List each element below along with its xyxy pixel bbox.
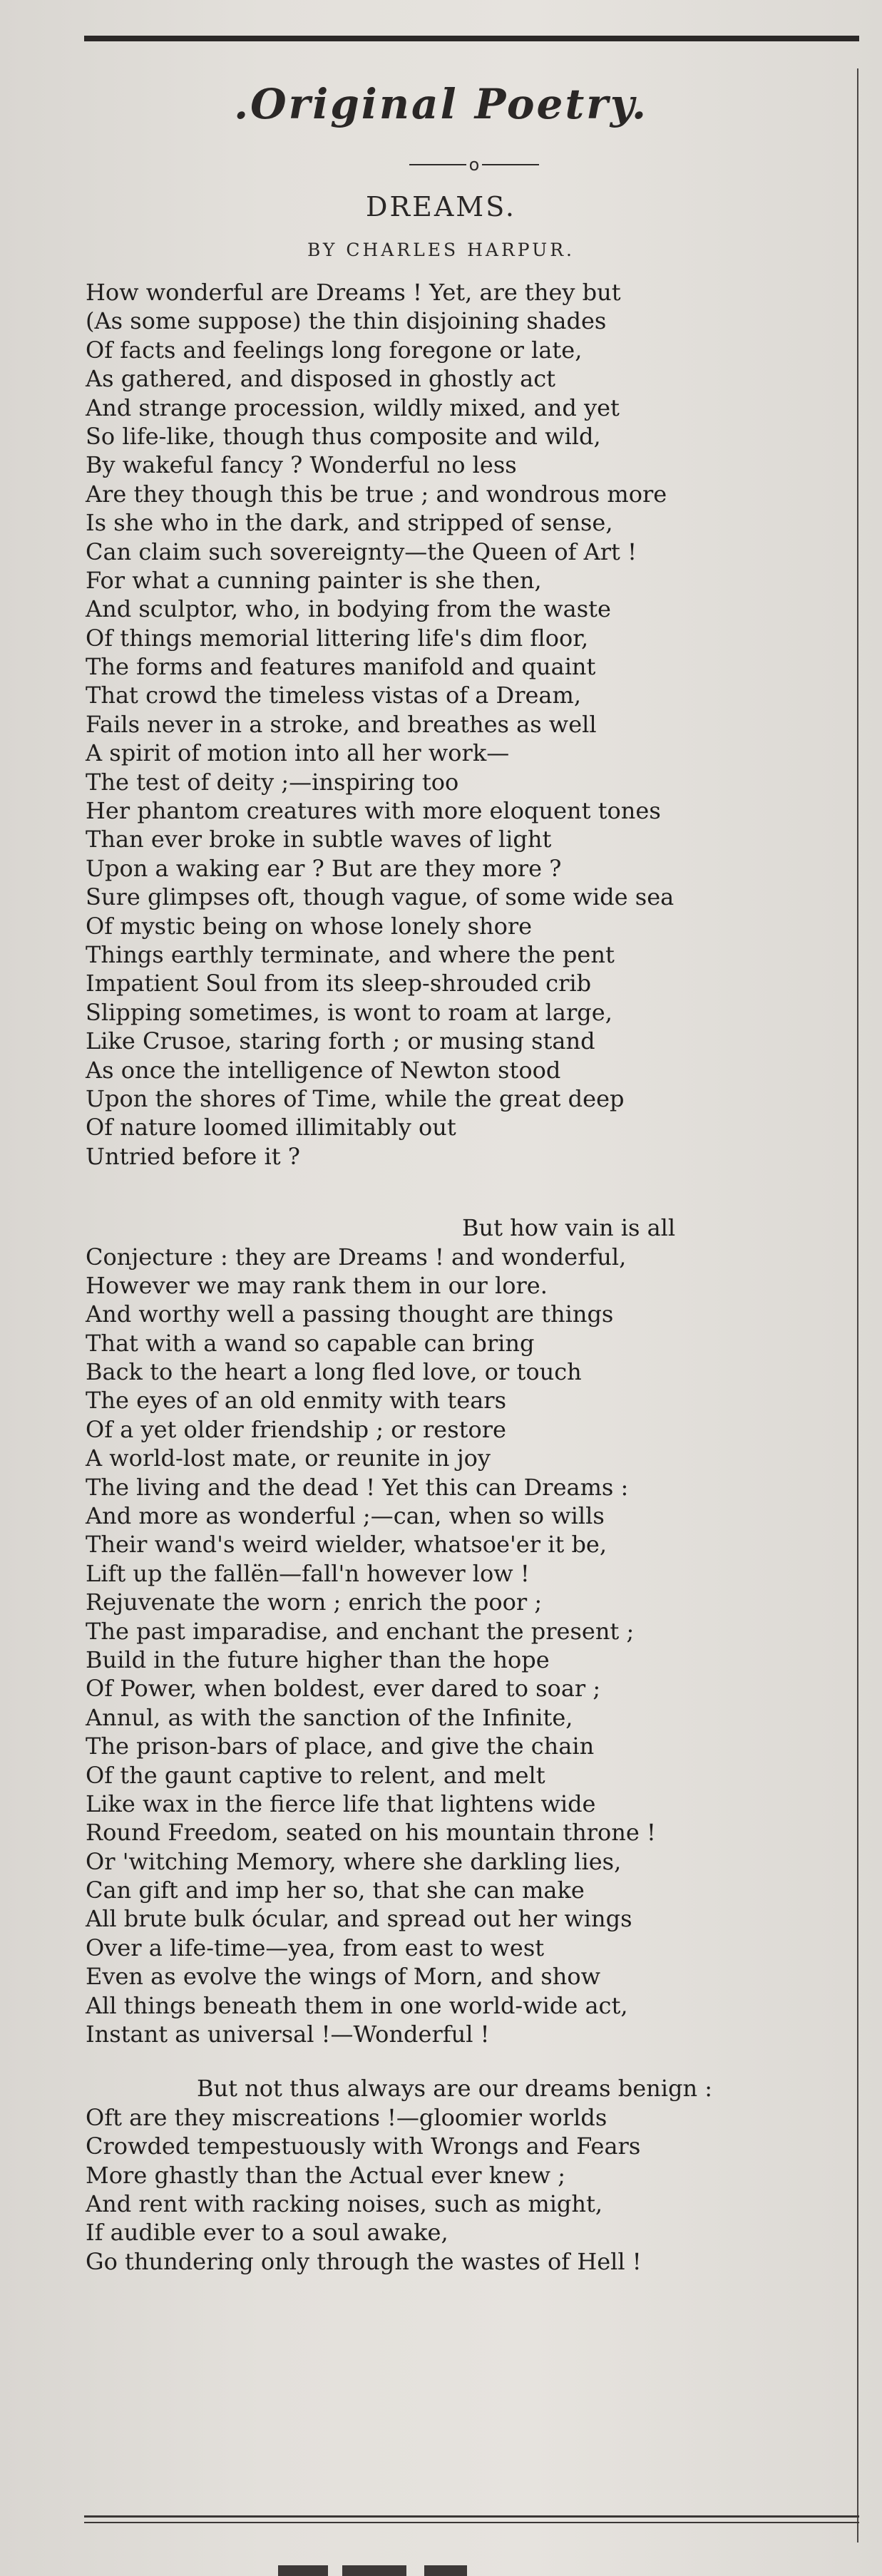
poem-title: DREAMS. bbox=[366, 191, 516, 222]
poem-line: Her phantom creatures with more eloquent tones bbox=[86, 797, 661, 825]
poem-line: More ghastly than the Actual ever knew ; bbox=[86, 2161, 565, 2189]
poem-line: (As some suppose) the thin disjoining shades bbox=[86, 307, 607, 335]
poem-line: Fails never in a stroke, and breathes as well bbox=[86, 710, 597, 738]
poem-line: Things earthly terminate, and where the pent bbox=[86, 940, 615, 968]
title-ornament bbox=[399, 154, 549, 175]
poem-line: Can gift and imp her so, that she can make bbox=[86, 1877, 585, 1904]
poem-line: Like Crusoe, staring forth ; or musing stand bbox=[86, 1027, 595, 1055]
poem-line: Of the gaunt captive to relent, and melt bbox=[86, 1761, 545, 1789]
poem-line: Impatient Soul from its sleep-shrouded crib bbox=[86, 970, 592, 997]
poem-line: Of nature loomed illimitably out bbox=[86, 1114, 456, 1141]
section-title: .Original Poetry. bbox=[233, 80, 649, 128]
poem-line: That with a wand so capable can bring bbox=[86, 1329, 535, 1357]
poem-stanza bbox=[86, 2074, 859, 2276]
poem-line: Crowded tempestuously with Wrongs and Fears bbox=[86, 2133, 641, 2160]
poem-line: Rejuvenate the worn ; enrich the poor ; bbox=[86, 1589, 543, 1616]
poem-line: And sculptor, who, in bodying from the waste bbox=[86, 595, 611, 623]
poem-line: Build in the future higher than the hope bbox=[86, 1646, 550, 1673]
poem-line: A spirit of motion into all her work— bbox=[86, 739, 510, 767]
poem-line: Lift up the fallën—fall'n however low ! bbox=[86, 1559, 530, 1587]
poem-line: All brute bulk ócular, and spread out her wings bbox=[86, 1905, 632, 1933]
poem-line: Of a yet older friendship ; or restore bbox=[86, 1415, 506, 1443]
poem-line: But how vain is all bbox=[462, 1214, 676, 1242]
poem-line: And strange procession, wildly mixed, and yet bbox=[86, 394, 620, 421]
poem-line: Slipping sometimes, is wont to roam at large, bbox=[86, 998, 612, 1026]
poem-line: Go thundering only through the wastes of Hell ! bbox=[86, 2247, 642, 2275]
poem-line: For what a cunning painter is she then, bbox=[86, 566, 542, 594]
poem-line: Sure glimpses oft, though vague, of some wide sea bbox=[86, 883, 675, 911]
poem-line: Of facts and feelings long foregone or late, bbox=[86, 336, 583, 364]
bottom-rule bbox=[84, 2515, 859, 2518]
poem-stanza bbox=[86, 1213, 859, 2048]
poem-line: Annul, as with the sanction of the Infinite, bbox=[86, 1703, 573, 1731]
poem-line: The prison-bars of place, and give the chain bbox=[86, 1733, 595, 1760]
poem-stanza bbox=[86, 278, 859, 1171]
poem-body bbox=[86, 278, 859, 2276]
poem-line: The past imparadise, and enchant the present ; bbox=[86, 1617, 635, 1645]
poem-line: Like wax in the fierce life that lightens wide bbox=[86, 1790, 596, 1817]
poem-line: Are they though this be true ; and wondrous more bbox=[86, 480, 667, 508]
poem-line: Even as evolve the wings of Morn, and show bbox=[86, 1963, 601, 1991]
poem-line: Of things memorial littering life's dim floor, bbox=[86, 624, 589, 652]
poem-line: However we may rank them in our lore. bbox=[86, 1271, 548, 1299]
stanza-gap bbox=[86, 1171, 859, 1213]
poem-line: And worthy well a passing thought are things bbox=[86, 1300, 614, 1328]
ornament-line-left bbox=[409, 164, 466, 165]
poem-line: A world-lost mate, or reunite in joy bbox=[86, 1444, 491, 1472]
poem-line: As gathered, and disposed in ghostly act bbox=[86, 365, 555, 393]
poem-line: The eyes of an old enmity with tears bbox=[86, 1387, 506, 1415]
poem-line: Than ever broke in subtle waves of light bbox=[86, 826, 552, 853]
poem-byline: BY CHARLES HARPUR. bbox=[307, 240, 575, 260]
poem-line: As once the intelligence of Newton stood bbox=[86, 1056, 561, 1084]
ornament-line-right bbox=[482, 164, 539, 165]
bottom-rule-thin bbox=[84, 2522, 859, 2523]
poem-line: Or 'witching Memory, where she darkling lies, bbox=[86, 1847, 622, 1875]
poem-line: So life-like, though thus composite and wild, bbox=[86, 422, 601, 450]
poem-line: Over a life-time—yea, from east to west bbox=[86, 1934, 545, 1961]
poem-line: All things beneath them in one world-wide act, bbox=[86, 1991, 628, 2019]
poem-line: But not thus always are our dreams benign : bbox=[197, 2075, 713, 2103]
cut-off-next-heading bbox=[271, 2560, 627, 2576]
poem-line: And more as wonderful ;—can, when so wills bbox=[86, 1502, 605, 1530]
poem-line: If audible ever to a soul awake, bbox=[86, 2219, 448, 2247]
poem-line: How wonderful are Dreams ! Yet, are they but bbox=[86, 279, 621, 306]
poem-line: Upon the shores of Time, while the great deep bbox=[86, 1084, 625, 1112]
poem-line: Conjecture : they are Dreams ! and wonderful, bbox=[86, 1243, 627, 1271]
poem-line: Untried before it ? bbox=[86, 1142, 300, 1170]
poem-line: Instant as universal !—Wonderful ! bbox=[86, 2021, 490, 2048]
ornament-circle: o bbox=[468, 155, 480, 175]
poem-line: The test of deity ;—inspiring too bbox=[86, 768, 459, 796]
poem-line: That crowd the timeless vistas of a Dream, bbox=[86, 682, 582, 709]
poem-line: Of Power, when boldest, ever dared to soar ; bbox=[86, 1675, 601, 1703]
stanza-gap bbox=[86, 2048, 859, 2074]
poem-line: By wakeful fancy ? Wonderful no less bbox=[86, 451, 517, 479]
poem-line: The living and the dead ! Yet this can Dreams : bbox=[86, 1473, 629, 1501]
poem-line: Is she who in the dark, and stripped of sense, bbox=[86, 509, 613, 537]
poem-line: Their wand's weird wielder, whatsoe'er it be, bbox=[86, 1531, 607, 1559]
top-rule bbox=[84, 36, 859, 41]
poem-line: The forms and features manifold and quaint bbox=[86, 653, 596, 681]
poem-line: Back to the heart a long fled love, or touch bbox=[86, 1358, 582, 1386]
poem-line: Of mystic being on whose lonely shore bbox=[86, 912, 533, 940]
poem-line: And rent with racking noises, such as might, bbox=[86, 2190, 603, 2217]
poem-line: Can claim such sovereignty—the Queen of Art ! bbox=[86, 538, 637, 565]
poem-line: Upon a waking ear ? But are they more ? bbox=[86, 854, 562, 882]
poem-line: Oft are they miscreations !—gloomier worlds bbox=[86, 2103, 607, 2131]
poem-line: Round Freedom, seated on his mountain throne ! bbox=[86, 1819, 656, 1847]
